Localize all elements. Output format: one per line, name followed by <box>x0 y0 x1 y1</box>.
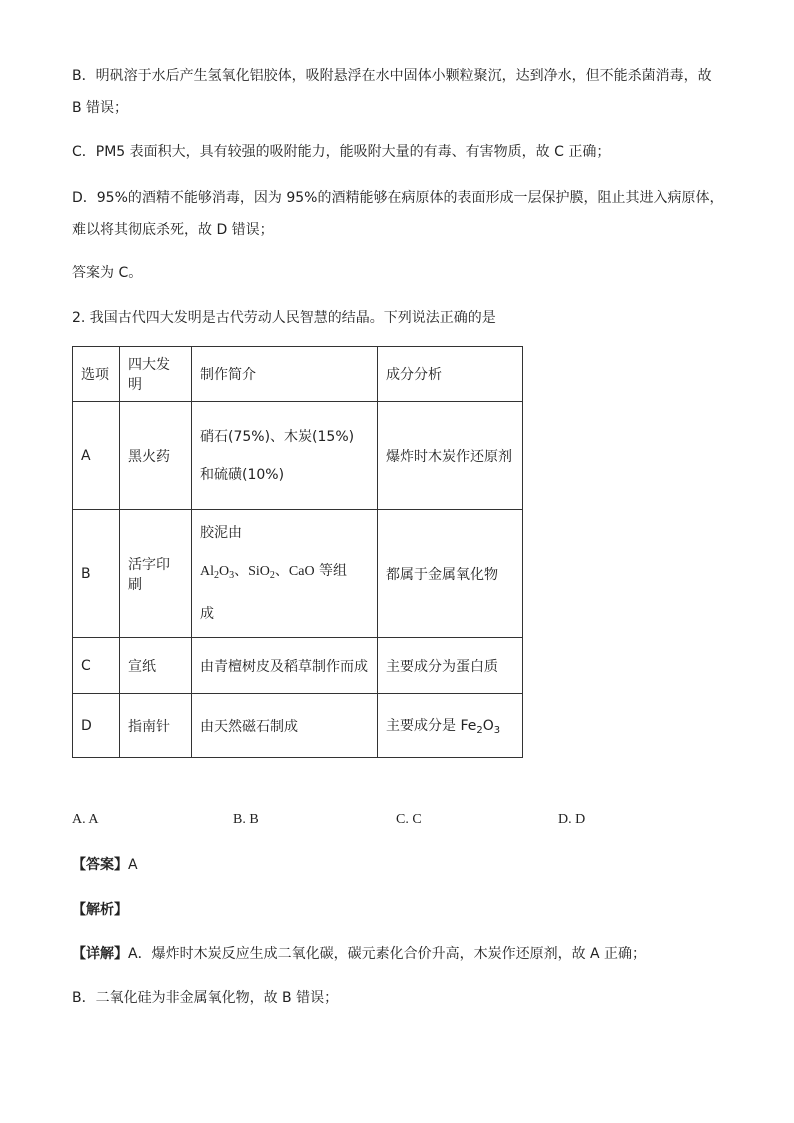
row-a-intro-line2: 和硫磺(10%) <box>200 466 285 483</box>
formula-fe-o: O <box>482 718 494 734</box>
row-c-invention: 宣纸 <box>120 638 192 694</box>
formula-al: Al <box>200 564 214 579</box>
detail-b-line: B．二氧化硅为非金属氧化物，故 B 错误； <box>72 990 339 1006</box>
answer-value: A <box>128 857 138 873</box>
detail-a-text: A．爆炸时木炭反应生成二氧化碳，碳元素化合价升高，木炭作还原剂，故 A 正确； <box>128 946 647 962</box>
row-b-option: B <box>73 510 120 638</box>
row-b-intro <box>192 510 378 638</box>
header-invention: 四大发明 <box>120 347 192 402</box>
row-a-analysis: 爆炸时木炭作还原剂 <box>378 402 523 510</box>
table-row <box>73 694 523 758</box>
explanation-b-line2: B 错误； <box>72 100 129 116</box>
row-d-option: D <box>73 694 120 758</box>
row-d-invention: 指南针 <box>120 694 192 758</box>
row-d-analysis-prefix: 主要成分是 <box>386 718 461 734</box>
formula-cao: CaO <box>288 564 315 579</box>
answer-line <box>72 855 722 875</box>
explanation-d-line2: 难以将其彻底杀死，故 D 错误； <box>72 222 274 238</box>
formula-tail: 等组 <box>314 563 348 579</box>
option-a: A. A <box>72 812 99 827</box>
formula-sio-sub: 2 <box>269 570 275 581</box>
option-c: C. C <box>396 812 422 827</box>
explanation-b-line1: B．明矾溶于水后产生氢氧化铝胶体，吸附悬浮在水中固体小颗粒聚沉，达到净水，但不能杀菌消毒，故 <box>72 68 712 84</box>
formula-sio: SiO <box>248 564 270 579</box>
row-d-analysis <box>378 694 523 758</box>
row-c-option: C <box>73 638 120 694</box>
detail-a-line <box>72 944 722 964</box>
row-a-invention: 黑火药 <box>120 402 192 510</box>
formula-fe-sub: 2 <box>476 725 483 736</box>
row-b-formula-line <box>200 552 369 595</box>
table-row <box>73 402 523 510</box>
formula-sep2: 、 <box>274 563 289 579</box>
question-stem: 2. 我国古代四大发明是古代劳动人民智慧的结晶。下列说法正确的是 <box>72 310 496 326</box>
previous-answer: 答案为 C。 <box>72 265 143 281</box>
option-b: B. B <box>233 812 259 827</box>
header-option: 选项 <box>73 347 120 402</box>
formula-fe-o-sub: 3 <box>493 725 501 736</box>
row-b-analysis: 都属于金属氧化物 <box>378 510 523 638</box>
row-a-option: A <box>73 402 120 510</box>
table-header-row <box>73 347 523 402</box>
row-c-analysis: 主要成分为蛋白质 <box>378 638 523 694</box>
explanation-d-line1: D．95%的酒精不能够消毒，因为 95%的酒精能够在病原体的表面形成一层保护膜，阻止其进入病原体， <box>72 190 724 206</box>
table-row <box>73 510 523 638</box>
row-a-intro <box>192 402 378 510</box>
row-a-intro-line1: 硝石(75%)、木炭(15%) <box>200 428 355 445</box>
inventions-table <box>72 346 523 758</box>
formula-sep1: 、 <box>234 563 249 579</box>
detail-tag: 【详解】 <box>72 946 128 962</box>
header-analysis: 成分分析 <box>378 347 523 402</box>
formula-al-sub: 2 <box>214 570 219 581</box>
explanation-c: C．PM5 表面积大，具有较强的吸附能力，能吸附大量的有毒、有害物质，故 C 正确； <box>72 144 611 160</box>
row-b-intro-line1: 胶泥由 <box>200 525 242 541</box>
formula-fe: Fe <box>460 718 477 734</box>
row-b-intro-line3: 成 <box>200 606 214 622</box>
header-intro: 制作简介 <box>192 347 378 402</box>
option-d: D. D <box>558 812 586 827</box>
row-d-intro: 由天然磁石制成 <box>192 694 378 758</box>
formula-o-sub: 3 <box>229 570 235 581</box>
answer-tag: 【答案】 <box>72 857 128 873</box>
row-b-invention: 活字印刷 <box>120 510 192 638</box>
table-row <box>73 638 523 694</box>
formula-o: O <box>219 564 230 579</box>
analysis-tag: 【解析】 <box>72 902 128 918</box>
row-c-intro: 由青檀树皮及稻草制作而成 <box>192 638 378 694</box>
